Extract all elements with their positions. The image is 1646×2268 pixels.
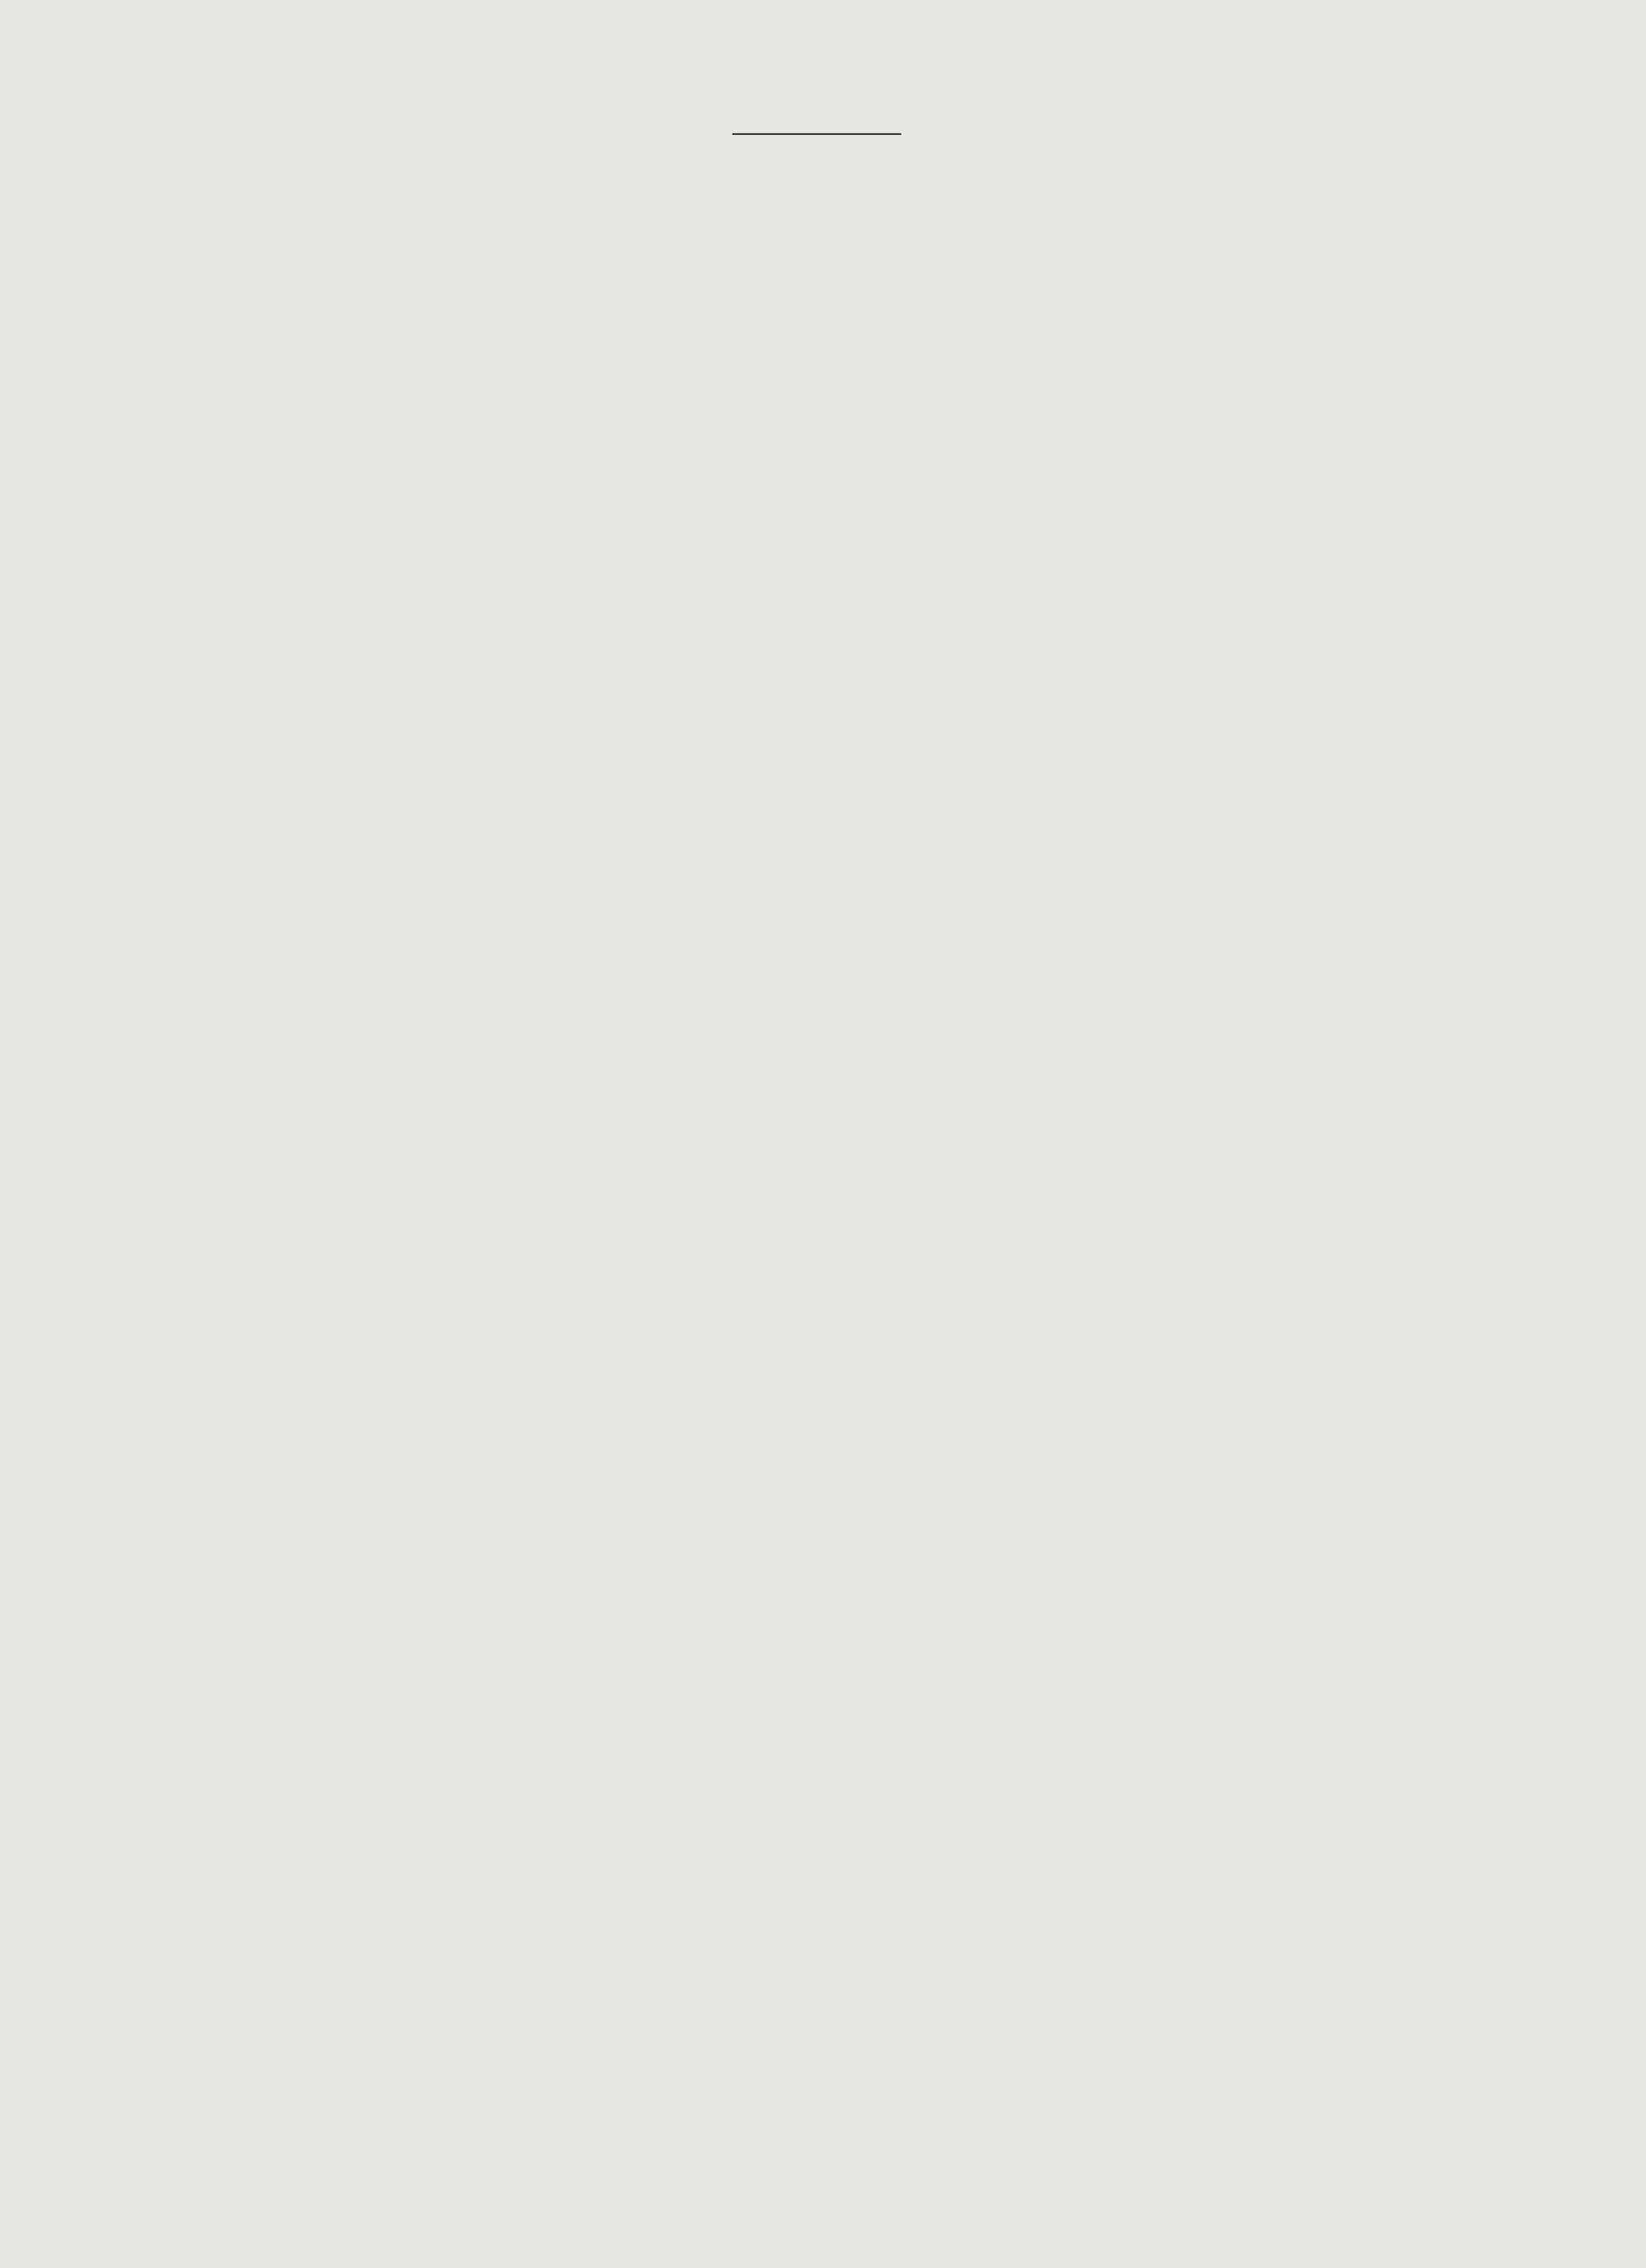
page-number-rule	[732, 133, 901, 135]
